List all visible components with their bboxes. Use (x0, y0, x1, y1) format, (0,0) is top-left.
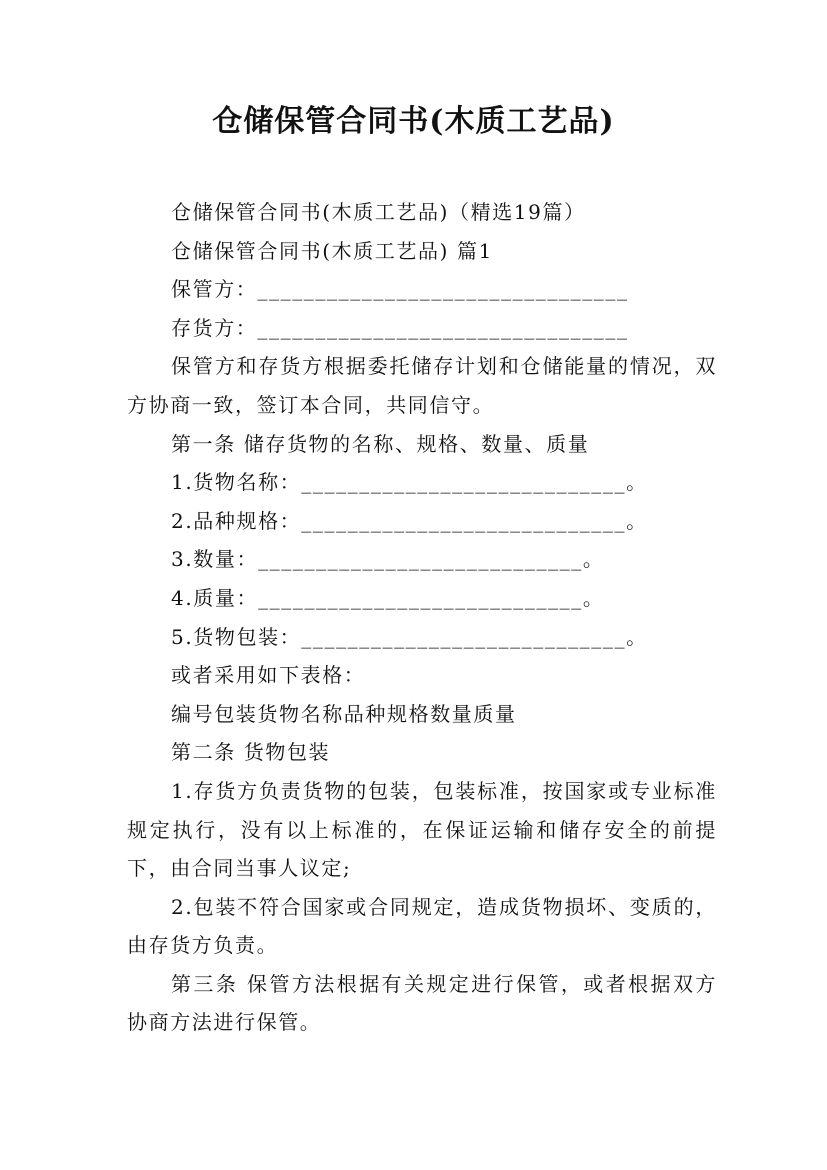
article-2-item-1: 1.存货方负责货物的包装，包装标准，按国家或专业标准规定执行，没有以上标准的，在保证运输和储存安全的前提下，由合同当事人议定; (127, 778, 717, 881)
table-intro: 或者采用如下表格： (171, 663, 366, 688)
custodian-field: 保管方：________________________________ (171, 277, 629, 302)
table-header-row: 编号包装货物名称品种规格数量质量 (171, 701, 517, 726)
quality-field: 4.质量：____________________________。 (171, 585, 605, 610)
quantity-field: 3.数量：____________________________。 (171, 547, 605, 572)
article-1-heading: 第一条 储存货物的名称、规格、数量、质量 (171, 431, 590, 456)
document-body (127, 193, 717, 1042)
document-subtitle: 仓储保管合同书(木质工艺品)（精选19篇） (171, 200, 586, 224)
article-2-heading: 第二条 货物包装 (171, 740, 331, 765)
article-3-paragraph: 第三条 保管方法根据有关规定进行保管，或者根据双方协商方法进行保管。 (127, 971, 717, 1035)
variety-spec-field: 2.品种规格：____________________________。 (171, 508, 648, 533)
packaging-field: 5.货物包装：____________________________。 (171, 624, 648, 649)
article-2-item-2: 2.包装不符合国家或合同规定，造成货物损坏、变质的，由存货方负责。 (127, 894, 717, 958)
intro-paragraph: 保管方和存货方根据委托储存计划和仓储能量的情况，双方协商一致，签订本合同，共同信守。 (127, 354, 717, 417)
section-heading: 仓储保管合同书(木质工艺品) 篇1 (171, 238, 493, 263)
document-title: 仓储保管合同书(木质工艺品) (212, 104, 615, 139)
goods-name-field: 1.货物名称：____________________________。 (171, 470, 648, 495)
depositor-field: 存货方：________________________________ (171, 315, 629, 340)
